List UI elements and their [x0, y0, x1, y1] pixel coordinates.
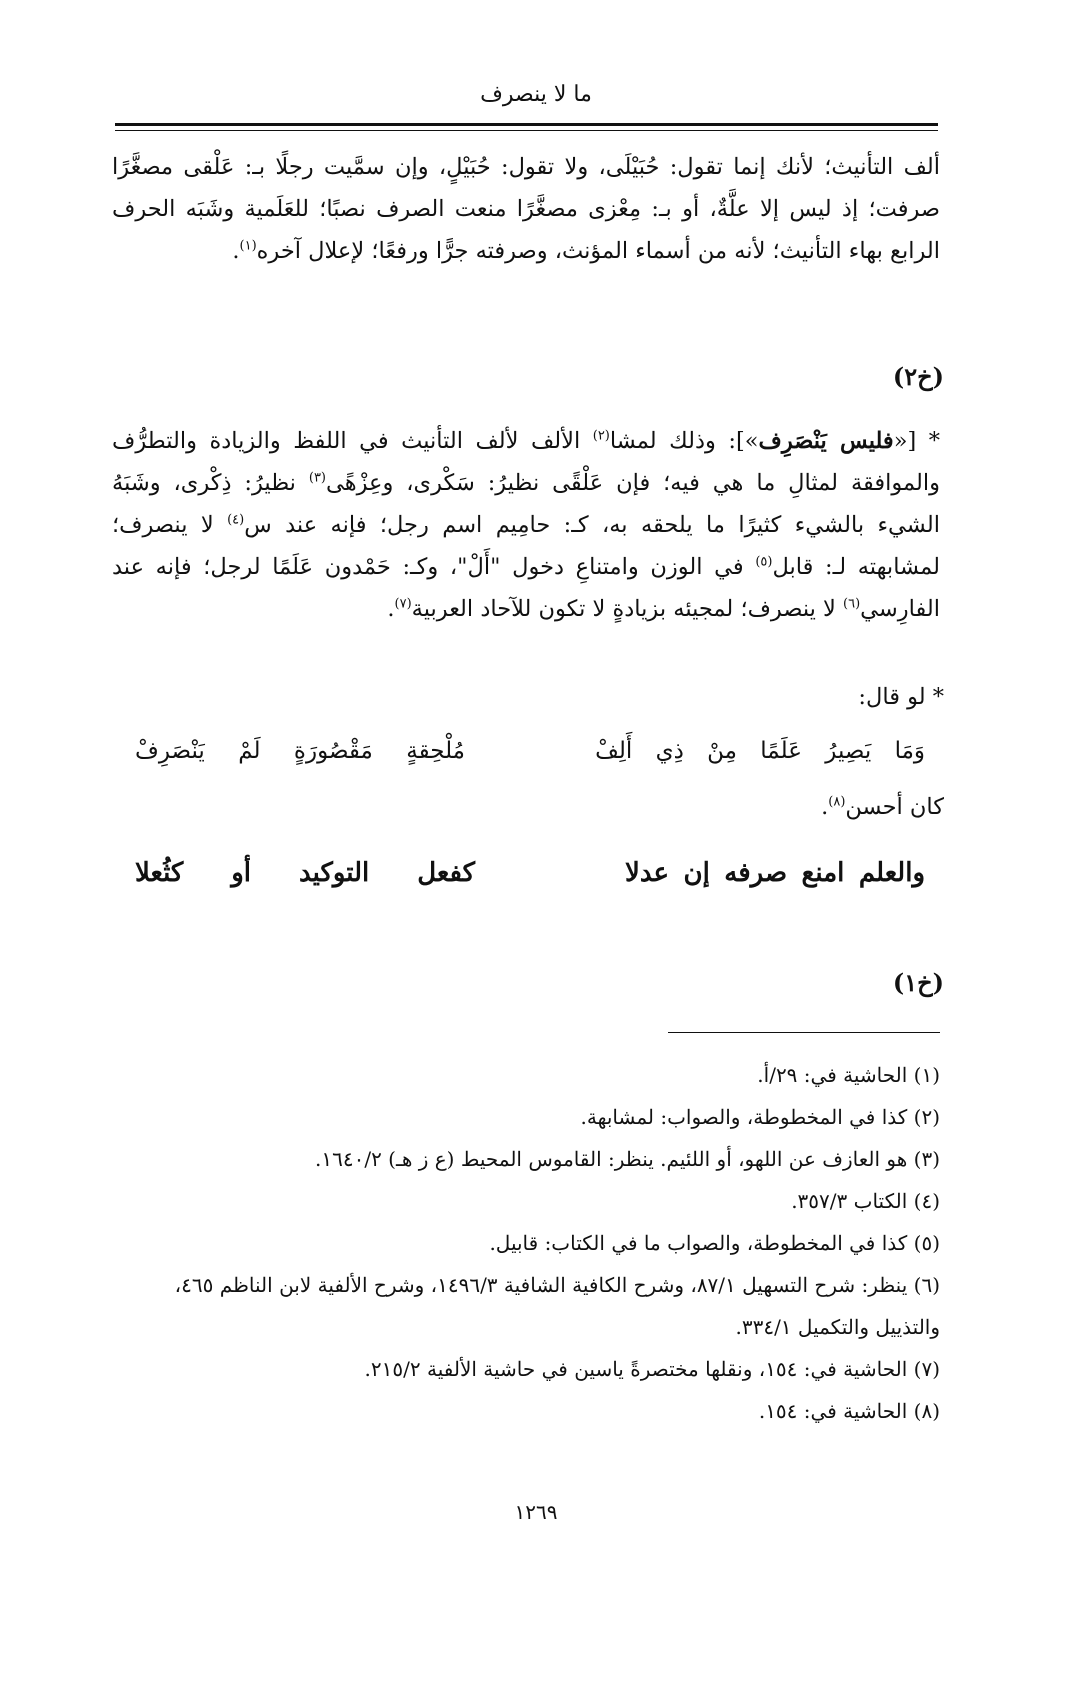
paragraph-2-text-4: في الوزن وامتناعِ دخول "أَلْ"، وكـ: حَمْدون عَلَمًا لرجل؛ فإنه عند الفارِسي [112, 554, 940, 622]
footnote-6: (٦) ينظر: شرح التسهيل ٨٧/١، وشرح الكافية الشافية ١٤٩٦/٣، وشرح الألفية لابن الناظم ٤٦٥، والتذييل والتكميل ٣٣٤/١. [174, 1273, 940, 1339]
footnote-ref-8[interactable]: (٨) [828, 794, 846, 810]
paragraph-2-close: »]: وذلك لمشا [609, 428, 759, 454]
alfiya-word: صرفه [724, 858, 788, 888]
verse-first-hemistich [595, 738, 925, 764]
footnote-ref-3[interactable]: (٣) [308, 470, 326, 486]
alfiya-word: إن [683, 858, 710, 888]
footnote-ref-1[interactable]: (١) [239, 238, 257, 254]
footnote-7: (٧) الحاشية في: ١٥٤، ونقلها مختصرةً ياسين في حاشية الألفية ٢١٥/٢. [364, 1357, 940, 1381]
header-rule-thick [115, 123, 938, 126]
footnote-4: (٤) الكتاب ٣٥٧/٣. [791, 1189, 940, 1213]
alfiya-word: أو [231, 858, 252, 888]
footnote-ref-6[interactable]: (٦) [843, 596, 861, 612]
paragraph-2-text-6: . [387, 596, 395, 622]
verse-line [135, 738, 925, 764]
footnote-5: (٥) كذا في المخطوطة، والصواب ما في الكتاب: قابيل. [489, 1231, 940, 1255]
verse-word: وَمَا [894, 738, 925, 764]
alfiya-first-hemistich [625, 858, 925, 888]
paragraph-2-star: * [« [893, 428, 940, 454]
alfiya-word: كثُعلا [135, 858, 184, 888]
paragraph-2 [112, 420, 940, 630]
verse-word: يَنْصَرِفْ [135, 738, 205, 764]
verse-word: عَلَمًا [760, 738, 802, 764]
verse-word: أَلِفْ [595, 738, 633, 764]
alfiya-word: كفعل [417, 858, 475, 888]
verse-comment [821, 794, 944, 820]
paragraph-2-lead: فليس يَنْصَرِف [758, 428, 894, 454]
manuscript-marker-kh2: (خ٢) [892, 362, 944, 391]
footnote-ref-2[interactable]: (٢) [592, 428, 610, 444]
footnote-3: (٣) هو العازف عن اللهو، أو اللئيم. ينظر: القاموس المحيط (ع ز هـ) ١٦٤٠/٢. [315, 1147, 940, 1171]
alfiya-word: والعلم [858, 858, 925, 888]
alfiya-second-hemistich [135, 858, 475, 888]
verse-second-hemistich [135, 738, 465, 764]
footnotes-list [112, 1054, 940, 1432]
footnote-1: (١) الحاشية في: ٢٩/أ. [757, 1063, 940, 1087]
footnote-8: (٨) الحاشية في: ١٥٤. [758, 1399, 940, 1423]
paragraph-2-text-1: الألف لألف التأنيث في اللفظ والزيادة والتطرُّف والموافقة لمثالِ ما هي فيه؛ فإن عَلْقًى نظيرُ: سَكْرى، وعِزْهًى [112, 428, 940, 496]
verse-word: مُلْحِقةٍ [406, 738, 465, 764]
alfiya-verse-line [135, 858, 925, 888]
manuscript-marker-kh1: (خ١) [892, 968, 944, 997]
footnote-separator [668, 1032, 940, 1033]
verse-word: يَصِيرُ [825, 738, 872, 764]
paragraph-2-text-5: لا ينصرف؛ لمجيئه بزيادةٍ لا تكون للآحاد العربية [411, 596, 844, 622]
law-qal-line: * لو قال: [858, 684, 944, 710]
paragraph-2-text-3: لا ينصرف؛ لمشابهته لـ: قابل [112, 512, 940, 580]
paragraph-2-text-2: نظيرُ: ذِكْرى، وشَبَهُ الشيء بالشيء كثيرًا ما يلحقه به، كـ: حامِيم اسم رجل؛ فإنه عند س [112, 470, 940, 538]
footnote-ref-5[interactable]: (٥) [755, 554, 773, 570]
verse-word: مِنْ [707, 738, 737, 764]
alfiya-word: عدلا [625, 858, 669, 888]
footnote-ref-7[interactable]: (٧) [394, 596, 412, 612]
paragraph-1 [112, 146, 940, 272]
footnote-2: (٢) كذا في المخطوطة، والصواب: لمشابهة. [580, 1105, 940, 1129]
verse-comment-text: كان أحسن [845, 794, 944, 820]
header-rule-thin [115, 130, 938, 131]
running-head: ما لا ينصرف [480, 82, 592, 107]
page-number: ١٢٦٩ [514, 1500, 558, 1524]
alfiya-word: التوكيد [298, 858, 370, 888]
verse-word: ذِي [655, 738, 684, 764]
verse-comment-end: . [821, 794, 829, 820]
alfiya-word: امنع [801, 858, 845, 888]
verse-word: مَقْصُورَةٍ [293, 738, 373, 764]
verse-word: لَمْ [238, 738, 261, 764]
paragraph-1-text: ألف التأنيث؛ لأنك إنما تقول: حُبَيْلَى، ولا تقول: حُبَيْلٍ، وإن سمَّيت رجلًا بـ: عَلْقى مصغَّرًا صرفت؛ إذ ليس إلا علَّةٌ، أو بـ: مِعْزى مصغَّرًا منعت الصرف نصبًا؛ للعَلَمية وشَبَه الحرف الرابع بهاء التأنيث؛ لأنه من أسماء المؤنث، وصرفته جرًّا ورفعًا؛ لإعلال آخره [112, 154, 940, 264]
footnote-ref-4[interactable]: (٤) [227, 512, 245, 528]
paragraph-1-end: . [232, 238, 240, 264]
